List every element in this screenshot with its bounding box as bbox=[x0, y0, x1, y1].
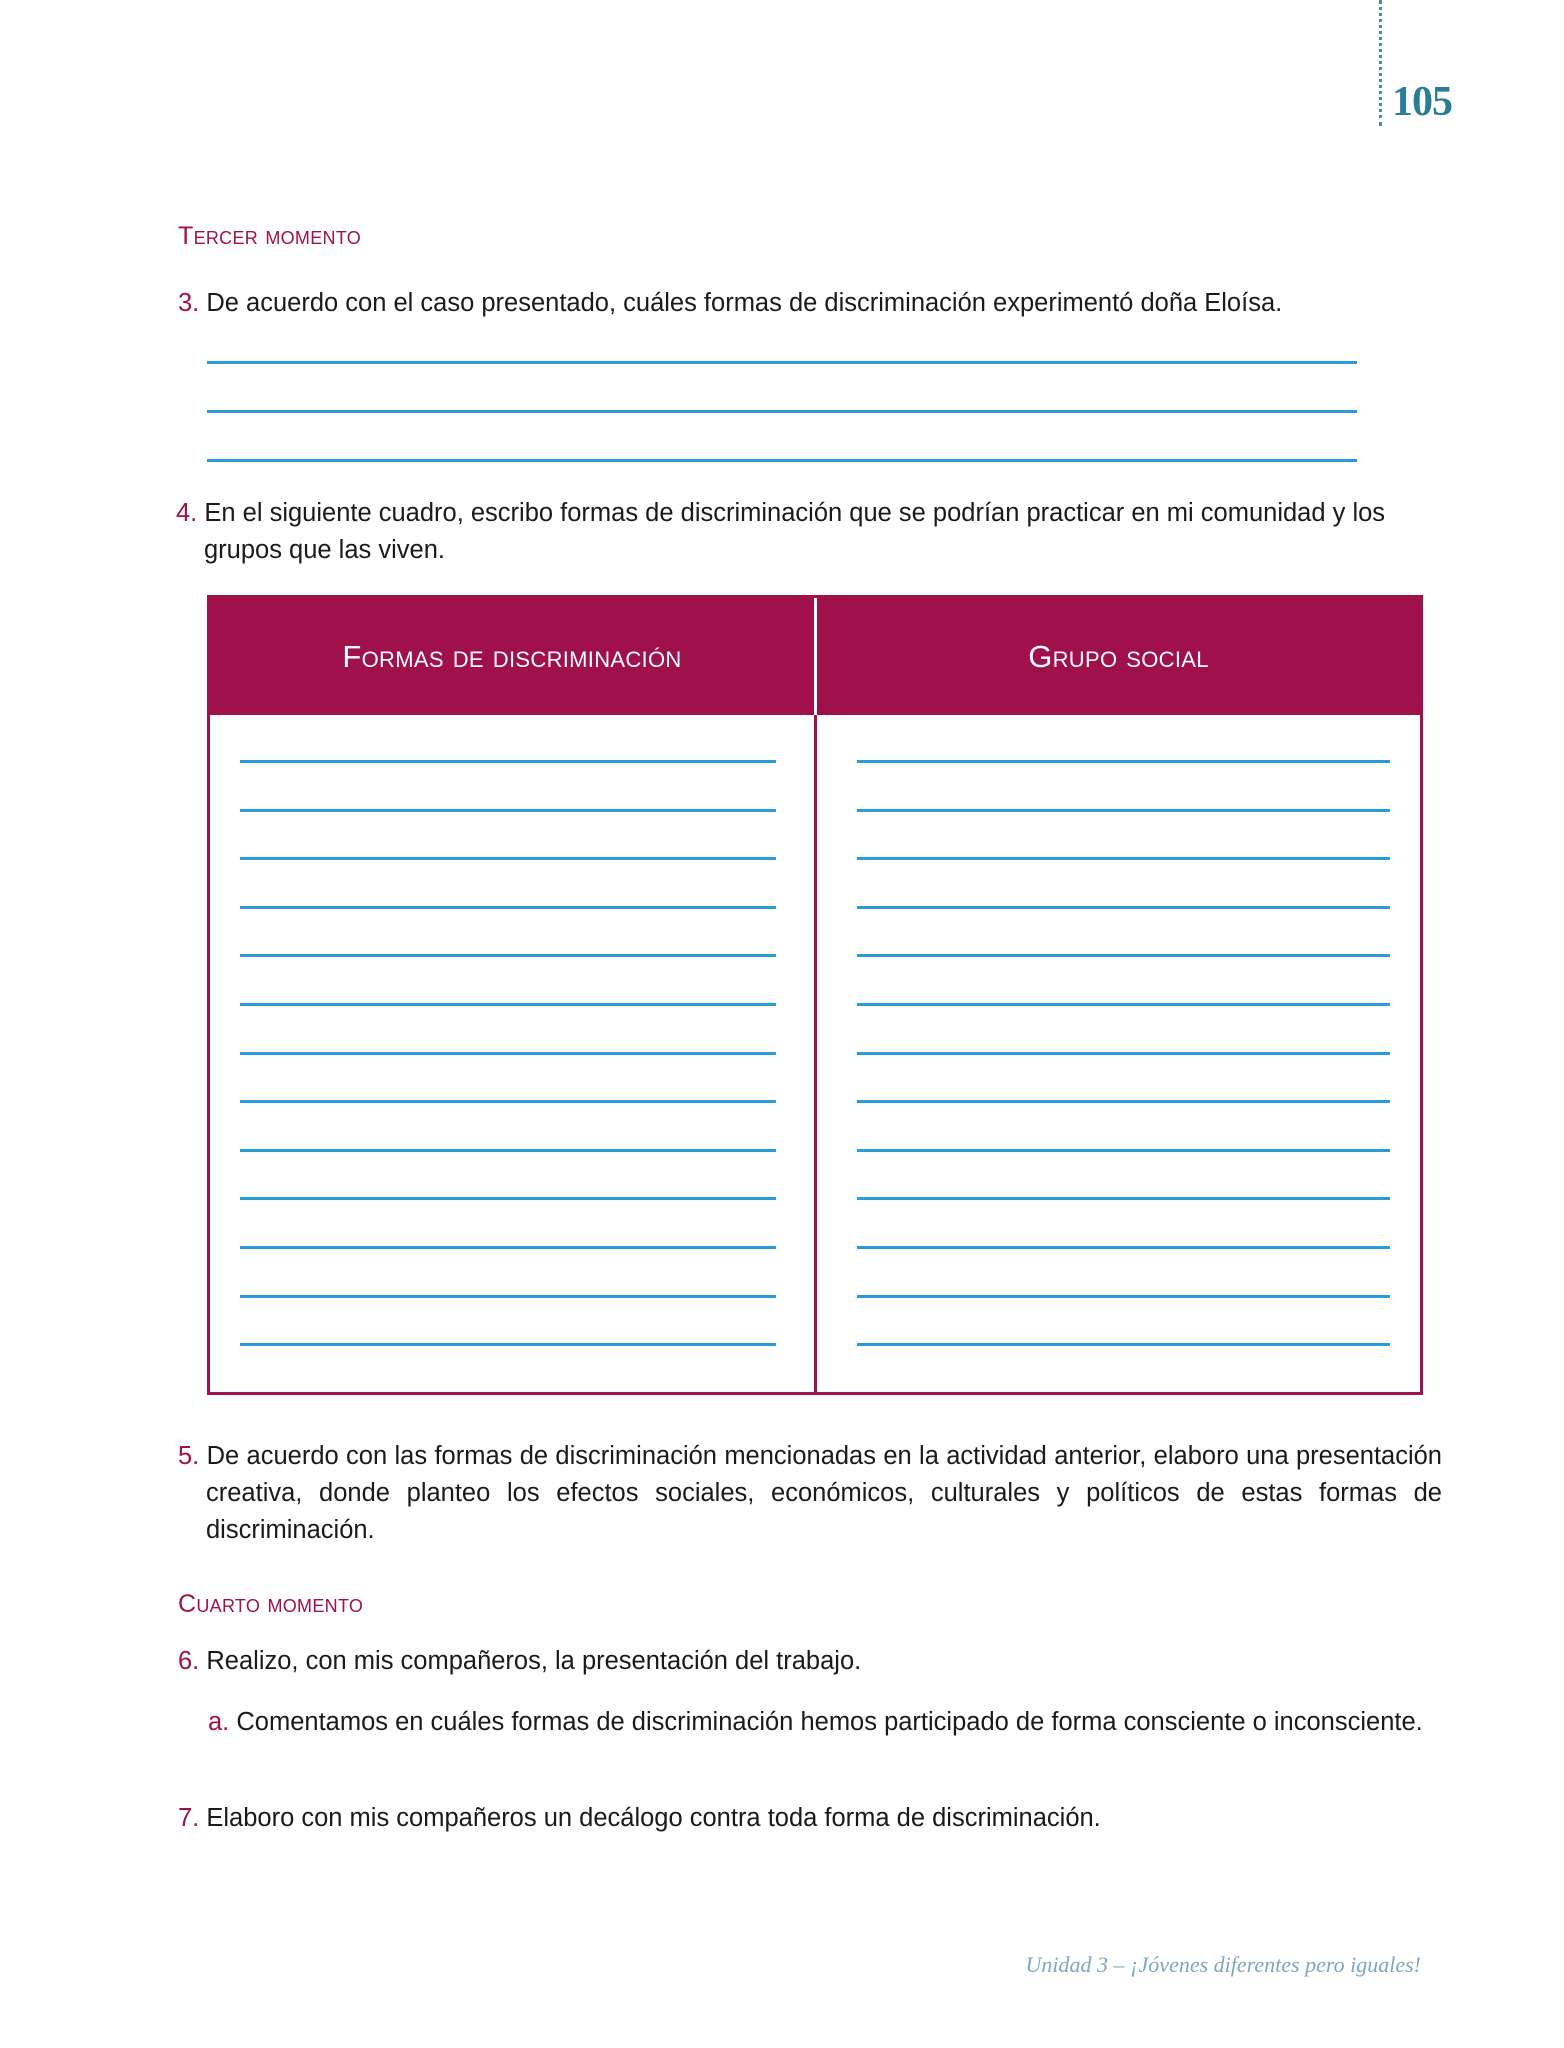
question-6 bbox=[178, 1643, 1428, 1680]
question-number: 5. bbox=[178, 1442, 200, 1470]
question-number: 7. bbox=[178, 1804, 200, 1832]
question-5 bbox=[178, 1438, 1442, 1549]
answer-line-formas[interactable] bbox=[240, 1246, 776, 1249]
answer-line-grupo[interactable] bbox=[857, 1100, 1390, 1103]
answer-line-grupo[interactable] bbox=[857, 1003, 1390, 1006]
answer-line[interactable] bbox=[207, 361, 1357, 364]
question-text: De acuerdo con el caso presentado, cuáles formas de discriminación experimentó doña Eloísa. bbox=[206, 289, 1283, 317]
question-number: 4. bbox=[176, 499, 198, 527]
answer-line-formas[interactable] bbox=[240, 809, 776, 812]
question-4 bbox=[176, 495, 1454, 569]
answer-line-formas[interactable] bbox=[240, 760, 776, 763]
answer-line-grupo[interactable] bbox=[857, 954, 1390, 957]
question-text: Elaboro con mis compañeros un decálogo contra toda forma de discriminación. bbox=[206, 1804, 1101, 1832]
answer-line-grupo[interactable] bbox=[857, 906, 1390, 909]
answer-line-grupo[interactable] bbox=[857, 1246, 1390, 1249]
table-header-grupo: Grupo social bbox=[1028, 638, 1209, 674]
question-number: a. bbox=[208, 1708, 230, 1736]
answer-line-grupo[interactable] bbox=[857, 809, 1390, 812]
question-text: Comentamos en cuáles formas de discriminación hemos participado de forma consciente o inconsciente. bbox=[236, 1708, 1423, 1736]
question-text: De acuerdo con las formas de discriminación mencionadas en la actividad anterior, elaboro una presentación creativa, donde planteo los efectos sociales, económicos, culturales y políticos de estas formas de discriminación. bbox=[206, 1442, 1442, 1544]
answer-line-formas[interactable] bbox=[240, 857, 776, 860]
page-margin-dotted-line bbox=[1379, 0, 1382, 126]
answer-line-formas[interactable] bbox=[240, 1149, 776, 1152]
discrimination-table bbox=[207, 595, 1423, 1395]
section-heading-tercer-momento: Tercer momento bbox=[178, 222, 362, 250]
answer-line-grupo[interactable] bbox=[857, 1295, 1390, 1298]
answer-line-grupo[interactable] bbox=[857, 1052, 1390, 1055]
section-heading-cuarto-momento: Cuarto momento bbox=[178, 1590, 364, 1618]
answer-line-formas[interactable] bbox=[240, 1295, 776, 1298]
page-number: 105 bbox=[1392, 79, 1452, 125]
question-3 bbox=[178, 285, 1428, 322]
answer-line-formas[interactable] bbox=[240, 906, 776, 909]
question-6a bbox=[208, 1704, 1443, 1741]
table-header bbox=[210, 598, 1420, 715]
answer-line-grupo[interactable] bbox=[857, 1149, 1390, 1152]
question-text: Realizo, con mis compañeros, la presentación del trabajo. bbox=[206, 1647, 862, 1675]
answer-line-formas[interactable] bbox=[240, 1052, 776, 1055]
table-header-formas: Formas de discriminación bbox=[342, 638, 682, 674]
answer-line-formas[interactable] bbox=[240, 954, 776, 957]
question-number: 6. bbox=[178, 1647, 200, 1675]
answer-line-grupo[interactable] bbox=[857, 1197, 1390, 1200]
answer-line-formas[interactable] bbox=[240, 1197, 776, 1200]
answer-line[interactable] bbox=[207, 410, 1357, 413]
column-divider bbox=[814, 715, 817, 1392]
answer-line-grupo[interactable] bbox=[857, 760, 1390, 763]
answer-line-formas[interactable] bbox=[240, 1003, 776, 1006]
answer-line-grupo[interactable] bbox=[857, 1343, 1390, 1346]
question-text: En el siguiente cuadro, escribo formas de discriminación que se podrían practicar en mi comunidad y los grupos que las viven. bbox=[204, 499, 1386, 564]
answer-line[interactable] bbox=[207, 459, 1357, 462]
question-7 bbox=[178, 1800, 1428, 1837]
answer-line-formas[interactable] bbox=[240, 1343, 776, 1346]
footer-unit-title: Unidad 3 – ¡Jóvenes diferentes pero iguales! bbox=[1025, 1952, 1421, 1977]
answer-line-formas[interactable] bbox=[240, 1100, 776, 1103]
question-number: 3. bbox=[178, 289, 200, 317]
answer-line-grupo[interactable] bbox=[857, 857, 1390, 860]
